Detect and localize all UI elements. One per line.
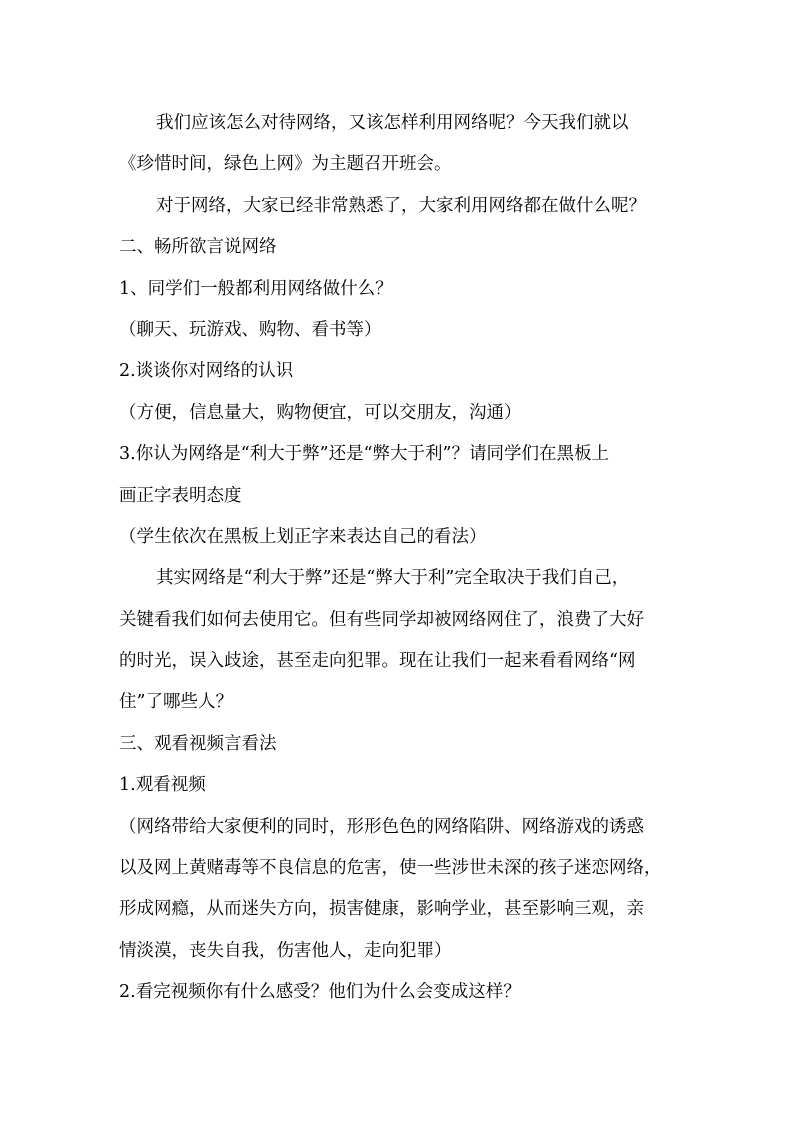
answer-line: 形成网瘾，从而迷失方向，损害健康，影响学业，甚至影响三观，亲 xyxy=(119,899,644,920)
answer-line: （学生依次在黑板上划正字来表达自己的看法） xyxy=(119,526,487,547)
paragraph-line: 对于网络，大家已经非常熟悉了，大家利用网络都在做什么呢？ xyxy=(156,195,646,216)
answer-line: （网络带给大家便利的同时，形形色色的网络陷阱、网络游戏的诱惑 xyxy=(119,816,644,837)
paragraph-line: 其实网络是“利大于弊”还是“弊大于利”完全取决于我们自己， xyxy=(156,568,630,589)
document-body xyxy=(119,103,684,1014)
answer-line: 情淡漠，丧失自我，伤害他人，走向犯罪） xyxy=(119,940,452,961)
answer-line: 以及网上黄赌毒等不良信息的危害，使一些涉世未深的孩子迷恋网络， xyxy=(119,858,662,879)
paragraph-line: 《珍惜时间，绿色上网》为主题召开班会。 xyxy=(119,154,452,175)
question-line: 画正字表明态度 xyxy=(119,485,242,506)
paragraph-line: 关键看我们如何去使用它。但有些同学却被网络网住了，浪费了大好 xyxy=(119,609,644,630)
question-line: 2.谈谈你对网络的认识 xyxy=(119,361,294,382)
question-line: 1.观看视频 xyxy=(119,775,206,796)
answer-line: （方便，信息量大，购物便宜，可以交朋友，沟通） xyxy=(119,402,522,423)
question-line: 1、同学们一般都利用网络做什么？ xyxy=(119,278,393,299)
section-heading: 二、畅所欲言说网络 xyxy=(119,237,277,258)
paragraph-line: 住”了哪些人？ xyxy=(119,692,233,713)
section-heading: 三、观看视频言看法 xyxy=(119,733,277,754)
question-line: 3.你认为网络是“利大于弊”还是“弊大于利”？请同学们在黑板上 xyxy=(119,444,609,465)
paragraph-line: 我们应该怎么对待网络，又该怎样利用网络呢？今天我们就以 xyxy=(156,113,629,133)
paragraph-line: 的时光，误入歧途，甚至走向犯罪。现在让我们一起来看看网络“网 xyxy=(119,651,636,672)
answer-line: （聊天、玩游戏、购物、看书等） xyxy=(119,319,382,340)
question-line: 2.看完视频你有什么感受？他们为什么会变成这样？ xyxy=(119,982,521,1003)
